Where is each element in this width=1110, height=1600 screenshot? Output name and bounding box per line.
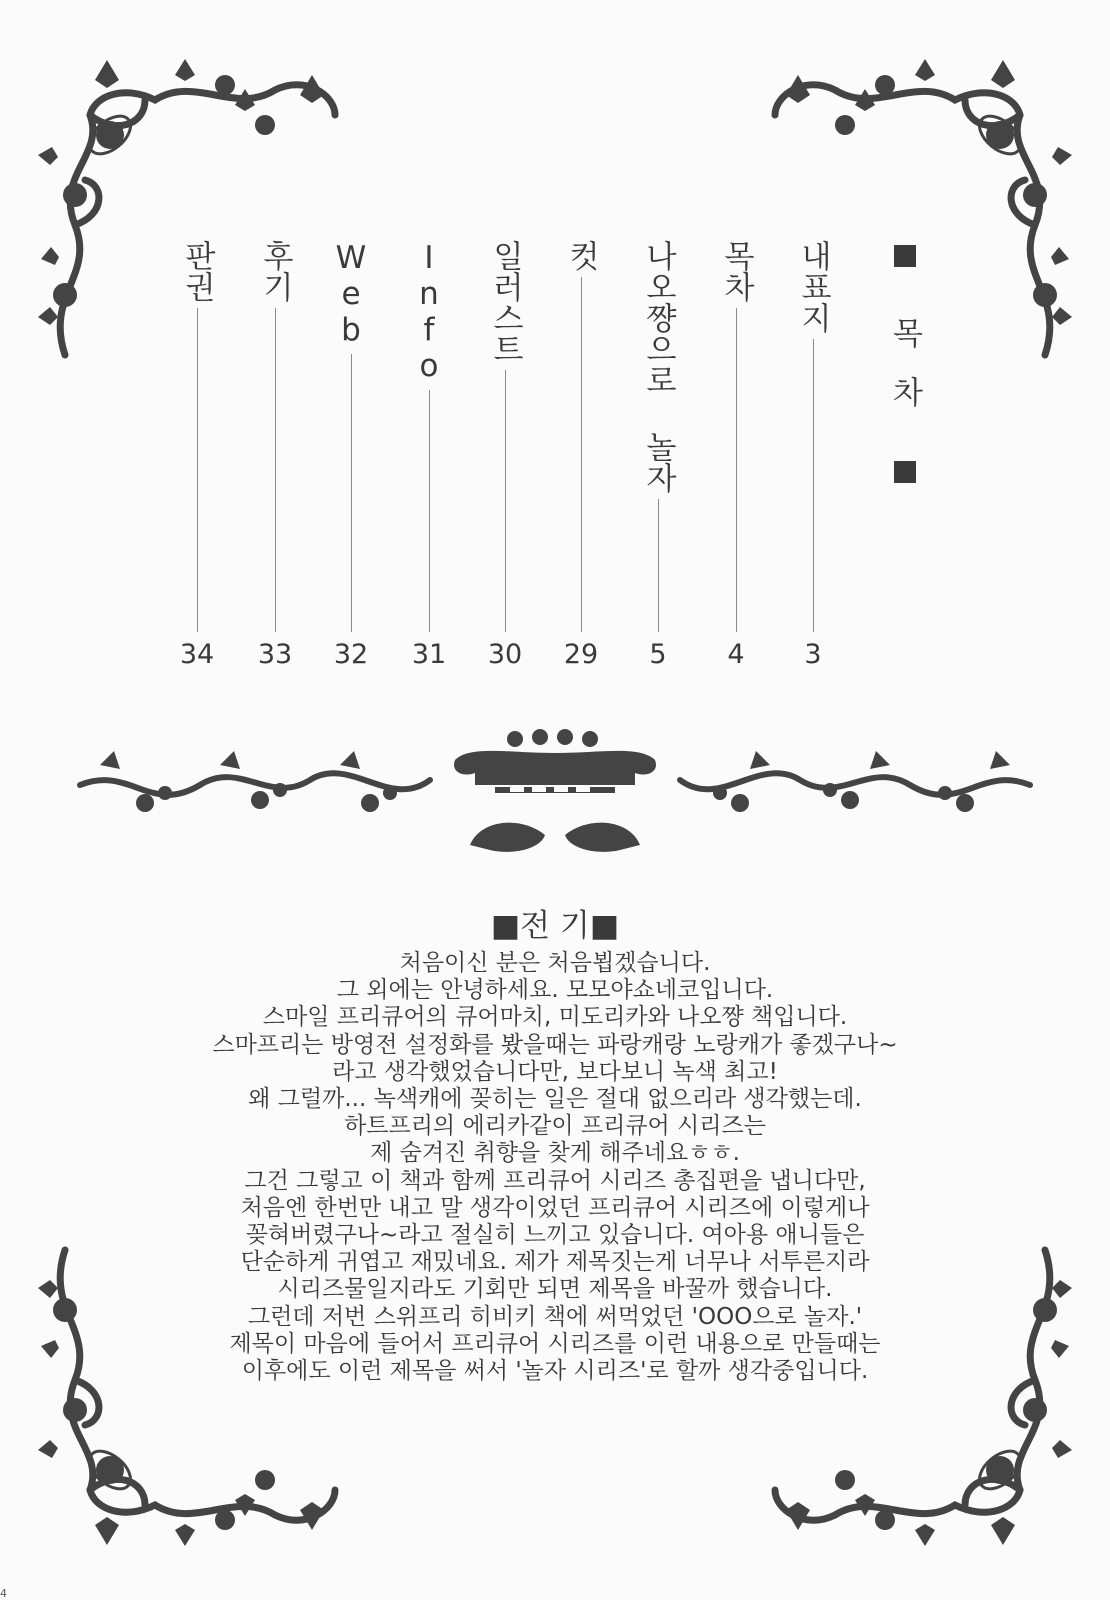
afterword-line: 시리즈물일지라도 기회만 되면 제목을 바꿀까 했습니다. [277, 1276, 833, 1303]
toc-entry-title: Info [411, 240, 447, 384]
afterword-line: 꽂혀버렸구나~라고 절실히 느끼고 있습니다. 여아용 애니들은 [245, 1222, 865, 1249]
toc-leader-line [197, 308, 198, 632]
afterword-line: 제 숨겨진 취향을 찾게 해주네요ㅎㅎ. [370, 1140, 740, 1167]
toc-entry [326, 240, 376, 670]
ornamental-divider [70, 725, 1040, 875]
afterword-line: 스마일 프리큐어의 큐어마치, 미도리카와 나오쨩 책입니다. [262, 1004, 848, 1031]
toc-entry-page: 5 [649, 639, 667, 670]
afterword-line: 단순하게 귀엽고 재밌네요. 제가 제목짓는게 너무나 서투른지라 [240, 1249, 870, 1276]
toc-entry-title: 일러스트 [487, 240, 523, 364]
toc-entry [480, 240, 530, 670]
afterword-line: 처음이신 분은 처음뵙겠습니다. [399, 950, 711, 976]
afterword-line: 이후에도 이런 제목을 써서 '놀자 시리즈'로 할까 생각중입니다. [241, 1358, 869, 1385]
toc-entry-page: 31 [411, 639, 447, 670]
toc-entry-title: 후기 [257, 240, 293, 302]
page-number: 4 [0, 1587, 7, 1600]
toc-entry-page: 29 [563, 639, 599, 670]
toc-entry-page: 32 [333, 639, 369, 670]
toc-entry-page: 34 [179, 639, 215, 670]
toc-entry-title: 컷 [563, 240, 599, 271]
toc-entry [788, 240, 838, 670]
toc-entry-title: 목차 [718, 240, 754, 302]
toc-entry [172, 240, 222, 670]
toc-leader-line [429, 390, 430, 632]
afterword-line: 스마프리는 방영전 설정화를 봤을때는 파랑캐랑 노랑캐가 좋겠구나~ [212, 1031, 898, 1058]
toc-leader-line [505, 370, 506, 632]
toc-entry [556, 240, 606, 670]
toc-entry [250, 240, 300, 670]
afterword-line: 그 외에는 안녕하세요. 모모야쇼네코입니다. [336, 977, 774, 1004]
toc-leader-line [581, 277, 582, 632]
afterword-line: 라고 생각했었습니다만, 보다보니 녹색 최고! [332, 1058, 778, 1085]
afterword-line: 하트프리의 에리카같이 프리큐어 시리즈는 [344, 1113, 766, 1140]
afterword-line: 그런데 저번 스위프리 히비키 책에 써먹었던 'OOO으로 놀자.' [247, 1303, 863, 1330]
afterword-line: 왜 그럴까... 녹색캐에 꽂히는 일은 절대 없으리라 생각했는데. [248, 1086, 862, 1113]
toc-entry [711, 240, 761, 670]
toc-entry-title: Web [333, 240, 369, 348]
afterword-line: 제목이 마음에 들어서 프리큐어 시리즈를 이런 내용으로 만들때는 [229, 1330, 881, 1357]
toc-entry-page: 3 [804, 639, 822, 670]
toc-entry-page: 30 [487, 639, 523, 670]
afterword-line: 처음엔 한번만 내고 말 생각이었던 프리큐어 시리즈에 이렇게나 [240, 1194, 870, 1221]
toc-entry-page: 33 [257, 639, 293, 670]
square-marker-icon [894, 245, 916, 267]
toc-entry-title: 판권 [179, 240, 215, 302]
toc-heading [880, 245, 930, 483]
toc-leader-line [658, 499, 659, 632]
toc-heading-text: 목차 [886, 317, 923, 435]
toc-leader-line [351, 354, 352, 632]
toc-leader-line [736, 308, 737, 632]
toc-leader-line [275, 308, 276, 632]
afterword-body [150, 950, 960, 1385]
afterword-line: 그건 그렇고 이 책과 함께 프리큐어 시리즈 총집편을 냅니다만, [244, 1167, 866, 1194]
ornament-crown-icon [70, 725, 1040, 875]
square-marker-icon [894, 461, 916, 483]
toc-entry-title: 내표지 [795, 240, 831, 333]
afterword-title: ■전 기■ [490, 908, 620, 944]
toc-entry-title: 나오쨩으로 놀자 [640, 240, 676, 493]
toc-leader-line [813, 339, 814, 632]
toc-entry [404, 240, 454, 670]
toc-entry-page: 4 [727, 639, 745, 670]
toc-entry [633, 240, 683, 670]
